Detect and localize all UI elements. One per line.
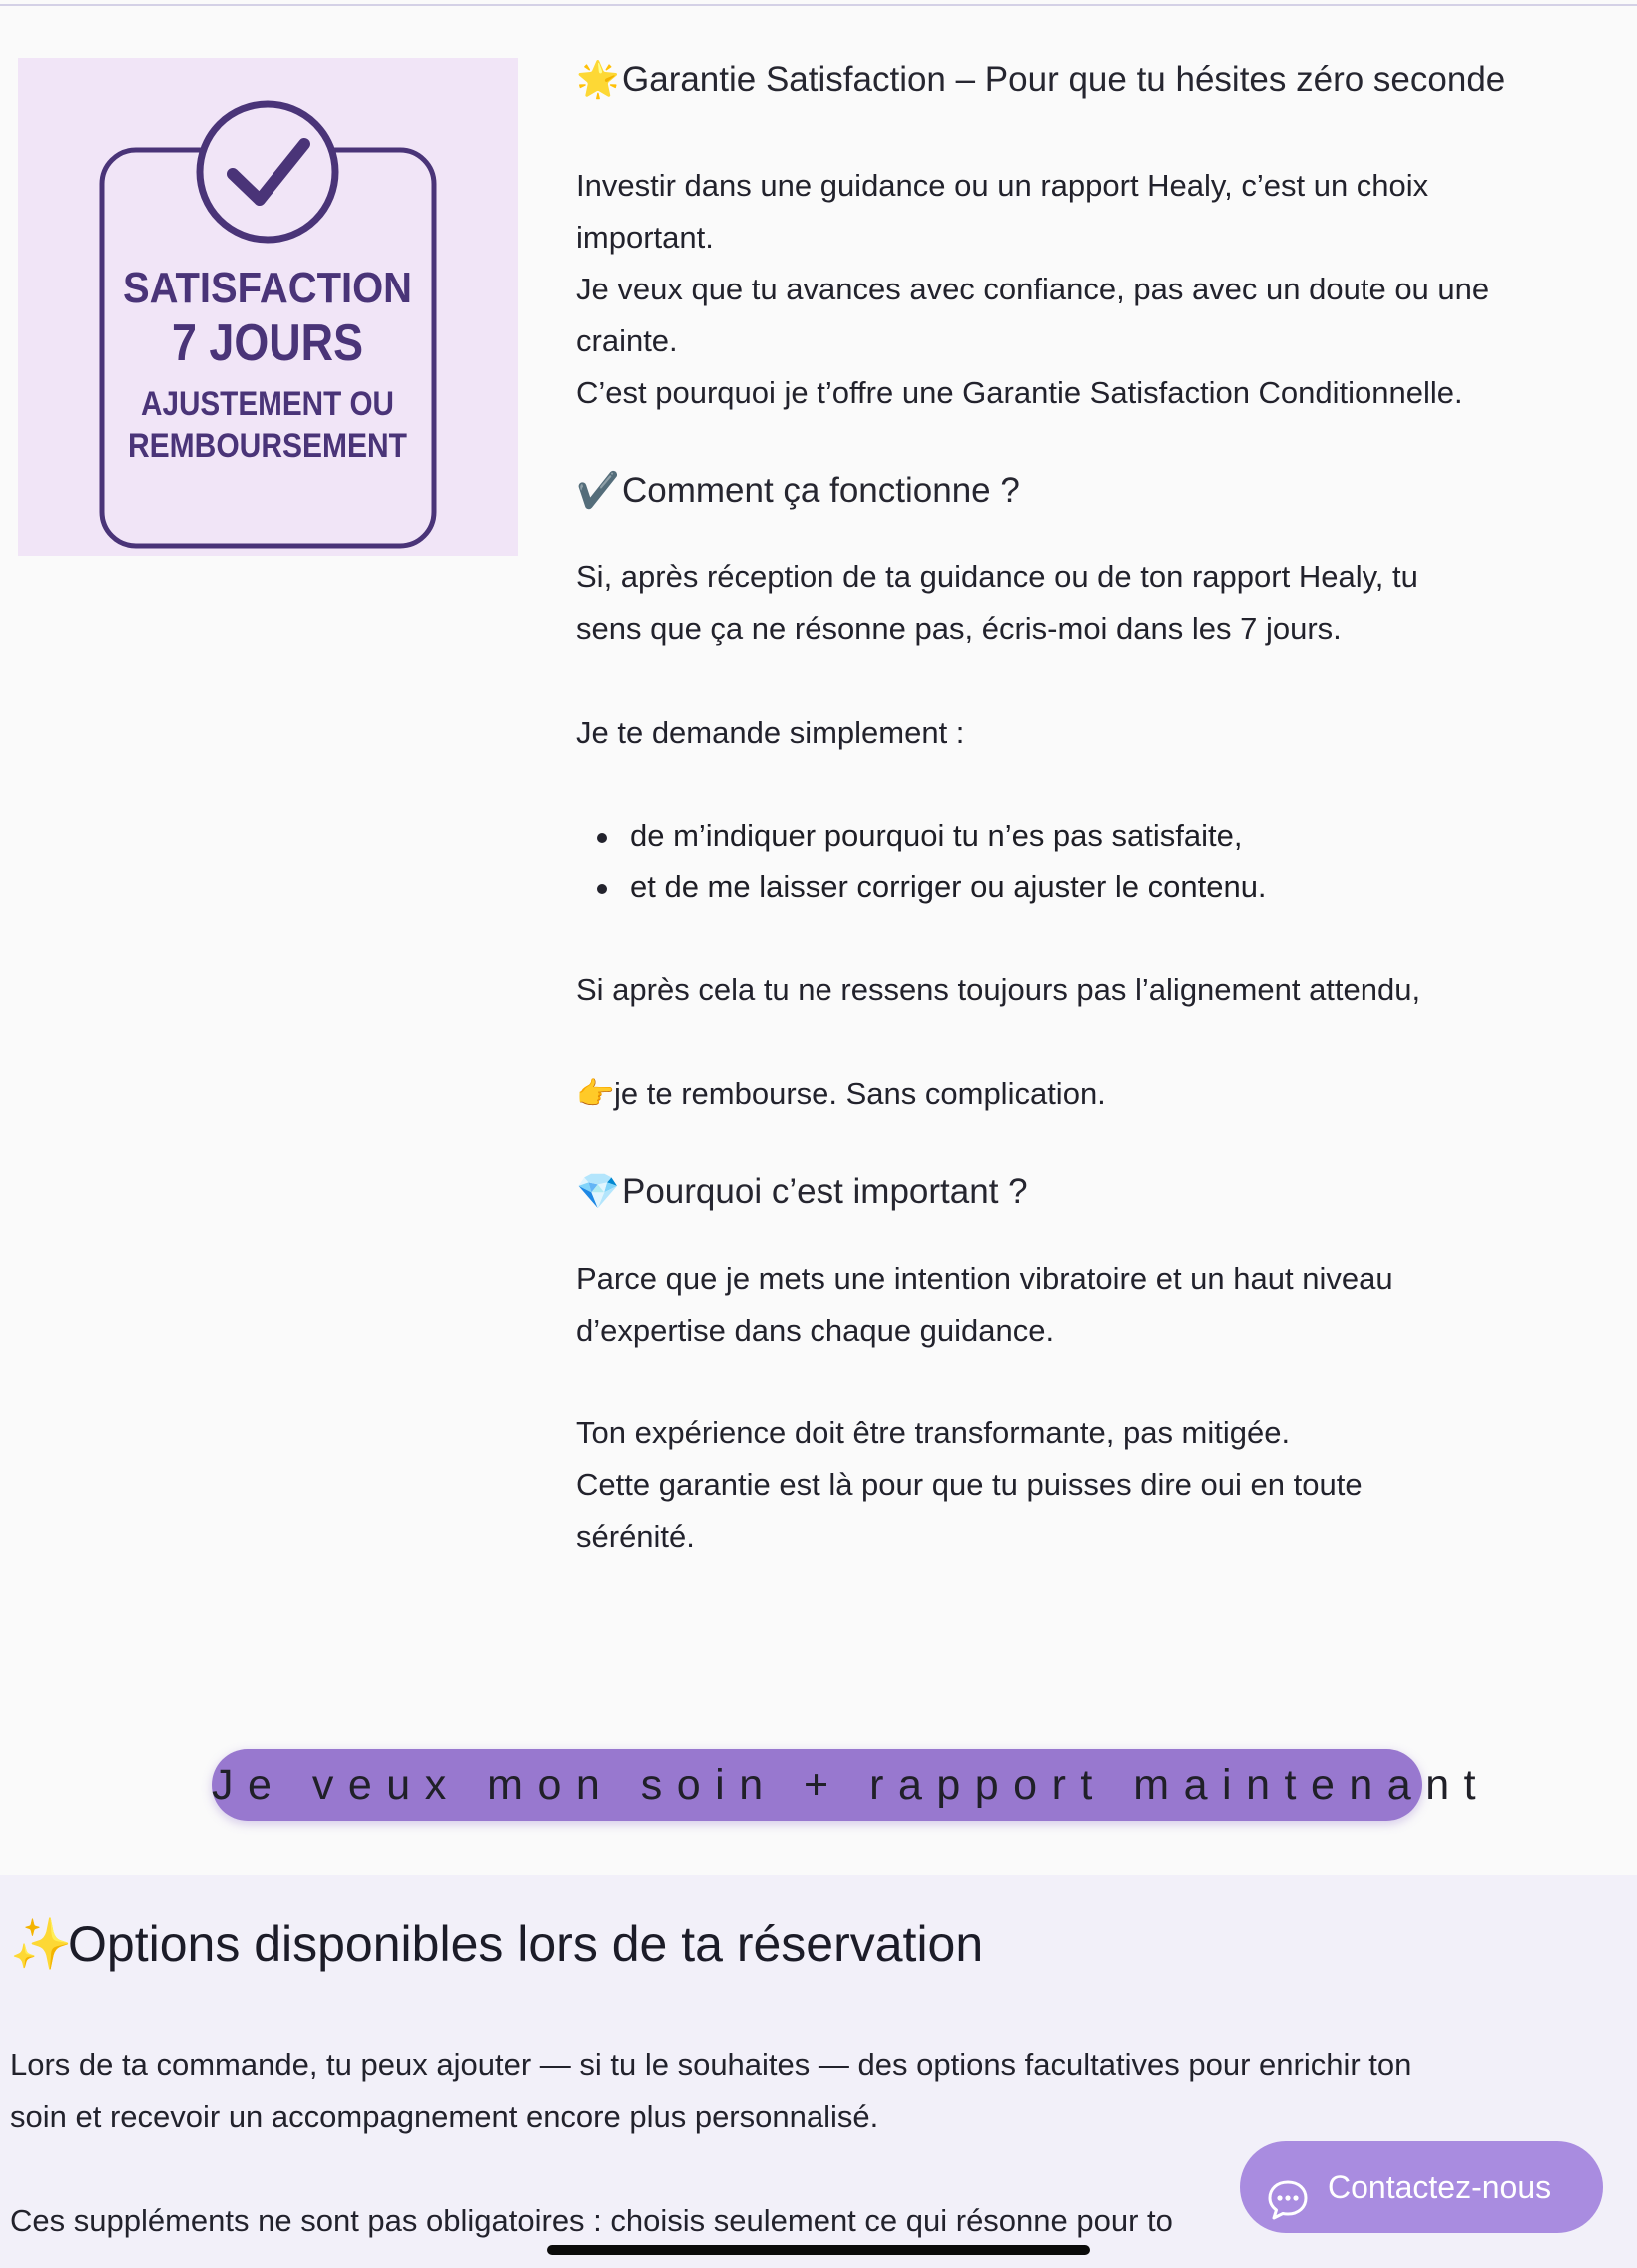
why-line: Parce que je mets une intention vibratoire et un haut niveau: [576, 1261, 1393, 1296]
intro-line: crainte.: [576, 323, 678, 358]
list-item-text: et de me laisser corriger ou ajuster le contenu.: [630, 869, 1267, 904]
check-circle-icon: [200, 104, 335, 240]
if-text: Si après cela tu ne ressens toujours pas l’alignement attendu,: [576, 972, 1421, 1007]
guarantee-heading-text: Garantie Satisfaction – Pour que tu hésites zéro seconde: [622, 60, 1506, 99]
pointing-hand-icon: 👉: [576, 1076, 615, 1111]
book-now-button[interactable]: Je veux mon soin + rapport maintenant: [212, 1749, 1422, 1821]
satisfaction-badge-image: [18, 58, 518, 556]
why-line: d’expertise dans chaque guidance.: [576, 1313, 1055, 1348]
sparkles-icon: ✨: [10, 1916, 73, 1972]
refund-text: [576, 1068, 1584, 1120]
options-paragraph: [10, 2039, 1607, 2143]
experience-text: [576, 1408, 1584, 1563]
intro-line: C’est pourquoi je t’offre une Garantie Satisfaction Conditionnelle.: [576, 375, 1463, 410]
gem-icon: 💎: [576, 1172, 620, 1211]
list-item: [576, 861, 1267, 913]
options-title-text: Options disponibles lors de ta réservation: [68, 1916, 984, 1972]
badge-line-3: AJUSTEMENT OU: [141, 385, 394, 423]
badge-graphic: [18, 58, 518, 556]
how-text: [576, 551, 1584, 655]
how-line: sens que ça ne résonne pas, écris-moi dans les 7 jours.: [576, 611, 1342, 646]
experience-line: Ton expérience doit être transformante, pas mitigée.: [576, 1416, 1291, 1450]
guarantee-heading: [576, 56, 1584, 104]
why-heading: [576, 1168, 1584, 1216]
list-item-text: de m’indiquer pourquoi tu n’es pas satisfaite,: [630, 818, 1243, 852]
bullet-dot: [597, 833, 607, 843]
check-mark-icon: ✔️: [576, 471, 620, 510]
intro-line: Je veux que tu avances avec confiance, pas avec un doute ou une: [576, 272, 1490, 306]
contact-button[interactable]: [1240, 2141, 1603, 2233]
glowing-star-icon: 🌟: [576, 60, 620, 99]
contact-button-label: Contactez-nous: [1328, 2169, 1552, 2205]
guarantee-intro: [576, 160, 1584, 419]
why-heading-text: Pourquoi c’est important ?: [622, 1172, 1028, 1211]
list-item: [576, 810, 1267, 861]
experience-line: Cette garantie est là pour que tu puisses dire oui en toute: [576, 1467, 1363, 1502]
intro-line: Investir dans une guidance ou un rapport Healy, c’est un choix: [576, 168, 1429, 203]
how-heading: [576, 467, 1584, 515]
how-heading-text: Comment ça fonctionne ?: [622, 471, 1020, 510]
home-indicator[interactable]: [547, 2245, 1090, 2255]
intro-line: important.: [576, 220, 714, 255]
options-line: Lors de ta commande, tu peux ajouter — si tu le souhaites — des options facultatives pour enrichir ton: [10, 2047, 1412, 2082]
refund-text-label: je te rembourse. Sans complication.: [614, 1076, 1106, 1111]
options-note: Ces suppléments ne sont pas obligatoires : choisis seulement ce qui résonne pour to: [10, 2203, 1173, 2238]
ask-text: Je te demande simplement :: [576, 715, 965, 750]
why-text: [576, 1253, 1584, 1357]
experience-line: sérénité.: [576, 1519, 695, 1554]
options-title: [10, 1909, 983, 1979]
bullet-dot: [597, 884, 607, 894]
how-line: Si, après réception de ta guidance ou de ton rapport Healy, tu: [576, 559, 1418, 594]
conditions-list: [576, 810, 1267, 913]
badge-line-4: REMBOURSEMENT: [128, 427, 408, 465]
chat-bubble-icon: [1266, 2165, 1310, 2257]
badge-line-1: SATISFACTION: [123, 264, 412, 312]
top-divider: [0, 4, 1637, 6]
options-line: soin et recevoir un accompagnement encore plus personnalisé.: [10, 2099, 879, 2134]
badge-line-2: 7 JOURS: [172, 314, 363, 372]
